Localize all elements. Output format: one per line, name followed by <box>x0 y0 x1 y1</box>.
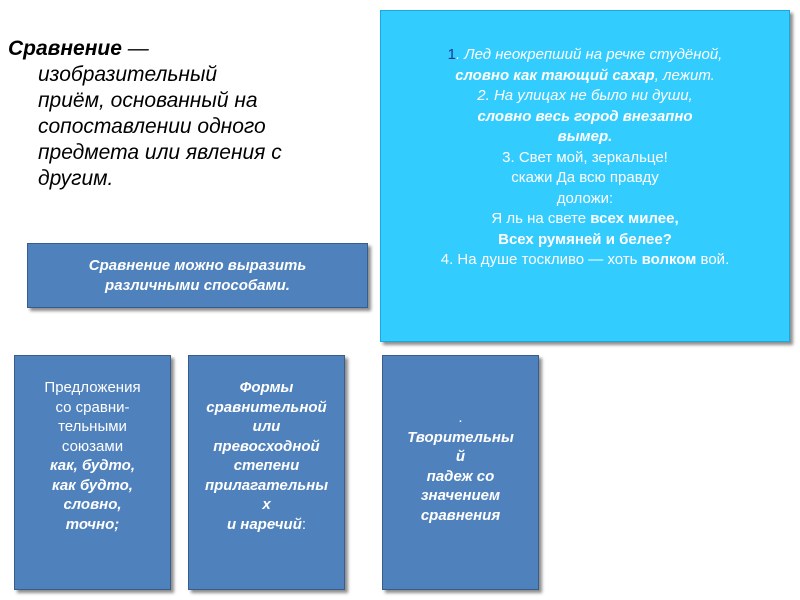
definition-line: сопоставлении одного <box>38 115 266 138</box>
col3-line: . <box>458 409 463 426</box>
col1-bold-line: точно; <box>65 515 120 533</box>
definition-line: изобразительный <box>38 63 218 86</box>
example-1-text: . Лед неокрепший на речке студёной, <box>455 46 723 63</box>
example-4-comparison: волком <box>641 251 697 268</box>
col3-bold-line: й <box>455 448 466 465</box>
col2-bold-line: сравнительной <box>206 398 327 416</box>
definition-term: Сравнение <box>8 37 122 60</box>
example-1-line-2 <box>391 66 779 87</box>
col1-line: со сравни- <box>55 398 130 416</box>
col2-bold-line: или <box>252 418 281 435</box>
example-3-line-3: доложи: <box>556 189 614 207</box>
example-3-line-4 <box>391 209 779 230</box>
example-4-text: 4. На душе тоскливо — хоть <box>440 251 642 268</box>
example-3-line-2: скажи Да всю правду <box>511 169 659 186</box>
instrumental-case-box <box>382 355 539 590</box>
example-2-comparison-end: вымер. <box>557 128 613 145</box>
col1-line: Предложения <box>44 379 141 396</box>
example-3-line-5 <box>391 230 779 251</box>
example-1-comparison: словно как тающий сахар <box>455 66 655 84</box>
definition-line: предмета или явления с <box>38 141 282 164</box>
example-2-line-3 <box>391 127 779 148</box>
col1-bold-line: как, будто, <box>49 457 136 474</box>
example-3-line-1: 3. Свет мой, зеркальце! <box>502 148 668 166</box>
conjunctions-box <box>14 355 171 590</box>
col3-bold-line: значением <box>420 487 501 504</box>
example-3-comparison-2: Всех румяней и белее? <box>498 230 672 248</box>
col1-bold-line: как будто, <box>52 476 133 494</box>
col2-bold-line: степени <box>233 457 300 474</box>
ways-box <box>27 243 368 308</box>
col3-bold-line: Творительны <box>407 428 514 446</box>
ways-box-text: Сравнение можно выразить различными способами. <box>88 256 307 294</box>
col2-bold-line: превосходной <box>213 437 320 455</box>
definition-line: — <box>121 37 149 60</box>
definition-line: другим. <box>38 167 114 190</box>
col2-bold-line: прилагательны <box>204 476 329 494</box>
example-1-line-1 <box>391 45 779 66</box>
col2-tail: : <box>301 515 307 533</box>
definition-text <box>8 36 368 192</box>
degrees-box <box>188 355 345 590</box>
col1-line: союзами <box>61 437 124 455</box>
example-1-ending: , лежит. <box>654 66 715 84</box>
example-3-comparison: всех милее, <box>590 210 679 227</box>
col2-bold-line: Формы <box>239 379 294 396</box>
example-4-ending: вой. <box>696 251 730 268</box>
col1-line: тельными <box>58 418 127 435</box>
col2-last-line <box>195 515 338 535</box>
definition-line: приём, основанный на <box>38 89 258 112</box>
example-2-comparison: словно весь город внезапно <box>477 107 693 125</box>
col2-bold-line: и наречий <box>226 515 302 533</box>
col1-bold-line: словно, <box>63 496 122 513</box>
example-2-line-2 <box>391 107 779 128</box>
example-4-line <box>391 250 779 271</box>
col3-bold-line: сравнения <box>420 506 501 524</box>
col2-bold-line: х <box>262 496 271 513</box>
example-1-number: 1 <box>447 46 456 63</box>
example-2-text: 2. На улицах не было ни души, <box>477 87 693 104</box>
examples-box <box>380 10 790 342</box>
col3-bold-line: падеж со <box>426 467 495 485</box>
example-2-line-1 <box>391 86 779 107</box>
example-3-text: Я ль на свете <box>491 210 591 227</box>
